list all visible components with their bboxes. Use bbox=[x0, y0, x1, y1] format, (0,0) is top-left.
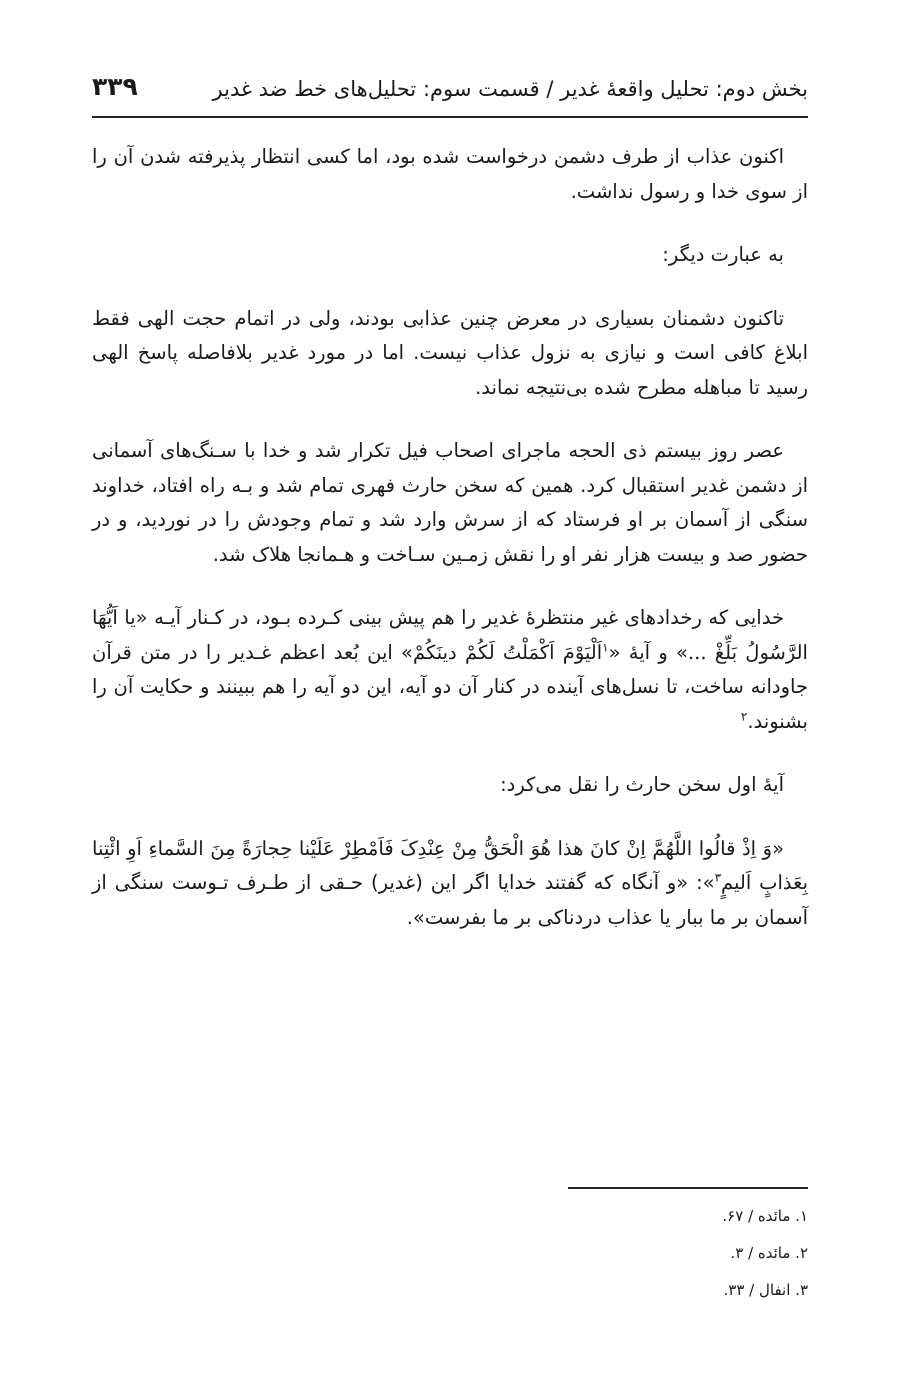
paragraph-5-text-2: » و آیهٔ « bbox=[608, 640, 688, 664]
paragraph-7 bbox=[92, 832, 808, 936]
footnote-separator bbox=[568, 1187, 808, 1189]
footnotes bbox=[408, 1198, 808, 1309]
paragraph-1: اکنون عذاب از طرف دشمن درخواست شده بود، اما کسی انتظار پذیرفته شدن آن را از سوی خدا و رسول نداشت. bbox=[92, 145, 808, 203]
paragraph-6: آیهٔ اول سخن حارث را نقل می‌کرد: bbox=[500, 773, 784, 796]
quran-quote-3: وَ اِذْ قالُوا اللَّهُمَّ اِنْ کانَ هذا هُوَ الْحَقُّ مِنْ عِنْدِکَ فَاَمْطِرْ عَلَیْنا حِجارَةً مِنَ السَّماءِ اَوِ ائْتِنا بِعَذابٍ اَلیمٍ bbox=[92, 836, 808, 894]
paragraph-7-open-quote: « bbox=[772, 836, 784, 860]
book-page bbox=[92, 0, 808, 1390]
paragraph-2: به عبارت دیگر: bbox=[662, 243, 784, 266]
paragraph-3: تاکنون دشمنان بسیاری در معرض چنین عذابی بودند، ولی در اتمام حجت الهی فقط ابلاغ کافی است و نیازی به نزول عذاب نیست. اما در مورد غدیر بلافاصله پاسخ الهی رسید تا مباهله مطرح شده بی‌نتیجه نماند. bbox=[92, 306, 808, 399]
running-header bbox=[92, 72, 808, 118]
body-text bbox=[92, 140, 808, 964]
footnote-2: ۲. مائده / ۳. bbox=[730, 1244, 808, 1262]
paragraph-5 bbox=[92, 601, 808, 739]
footnote-3: ۳. انفال / ۳۳. bbox=[723, 1281, 808, 1299]
page-number: ۳۳۹ bbox=[92, 72, 138, 101]
paragraph-5-text-3: » این بُعد اعظم غـدیر را در متن قرآن جاودانه ساخت، تا نسل‌های آینده در کنار آن دو آیه، این دو آیه را هم ببینند و حکایت آن را بشنوند. bbox=[92, 640, 808, 733]
quran-quote-1: یا اَیُّهَا الرَّسُولُ بَلِّغْ ... bbox=[92, 606, 808, 664]
footnote-ref-2: ۲ bbox=[740, 709, 748, 723]
paragraph-7-translation: »: «و آنگاه که گفتند خدایا اگر این (غدیر) حـقی از طـرف تـوست سنگی از آسمان بر ما ببار یا عذاب دردناکی بر ما بفرست». bbox=[92, 871, 808, 929]
footnote-1: ۱. مائده / ۶۷. bbox=[722, 1207, 808, 1225]
quran-quote-2: اَلْیَوْمَ اَکْمَلْتُ لَکُمْ دینَکُمْ bbox=[412, 640, 603, 664]
paragraph-4: عصر روز بیستم ذی الحجه ماجرای اصحاب فیل تکرار شد و خدا با سـنگ‌های آسمانی از دشمن غدیر استقبال کرد. همین که سخن حارث فهری تمام شد و بـه راه افتاد، خداوند سنگی از آسمان بر او فرستاد که از سرش وارد شد و تمام وجودش را در نوردید، و در حضور صد و بیست هزار نفر او را نقش زمـین سـاخت و هـمانجا هلاک شد. bbox=[92, 439, 808, 566]
footnote-ref-3: ۳ bbox=[714, 870, 722, 885]
paragraph-5-text-1: خدایی که رخدادهای غیر منتظرهٔ غدیر را هم پیش بینی کـرده بـود، در کـنار آیـه « bbox=[135, 606, 784, 629]
footnote-ref-1: ۱ bbox=[602, 640, 609, 654]
header-title: بخش دوم: تحلیل واقعهٔ غدیر / قسمت سوم: تحلیل‌های خط ضد غدیر bbox=[212, 77, 808, 101]
